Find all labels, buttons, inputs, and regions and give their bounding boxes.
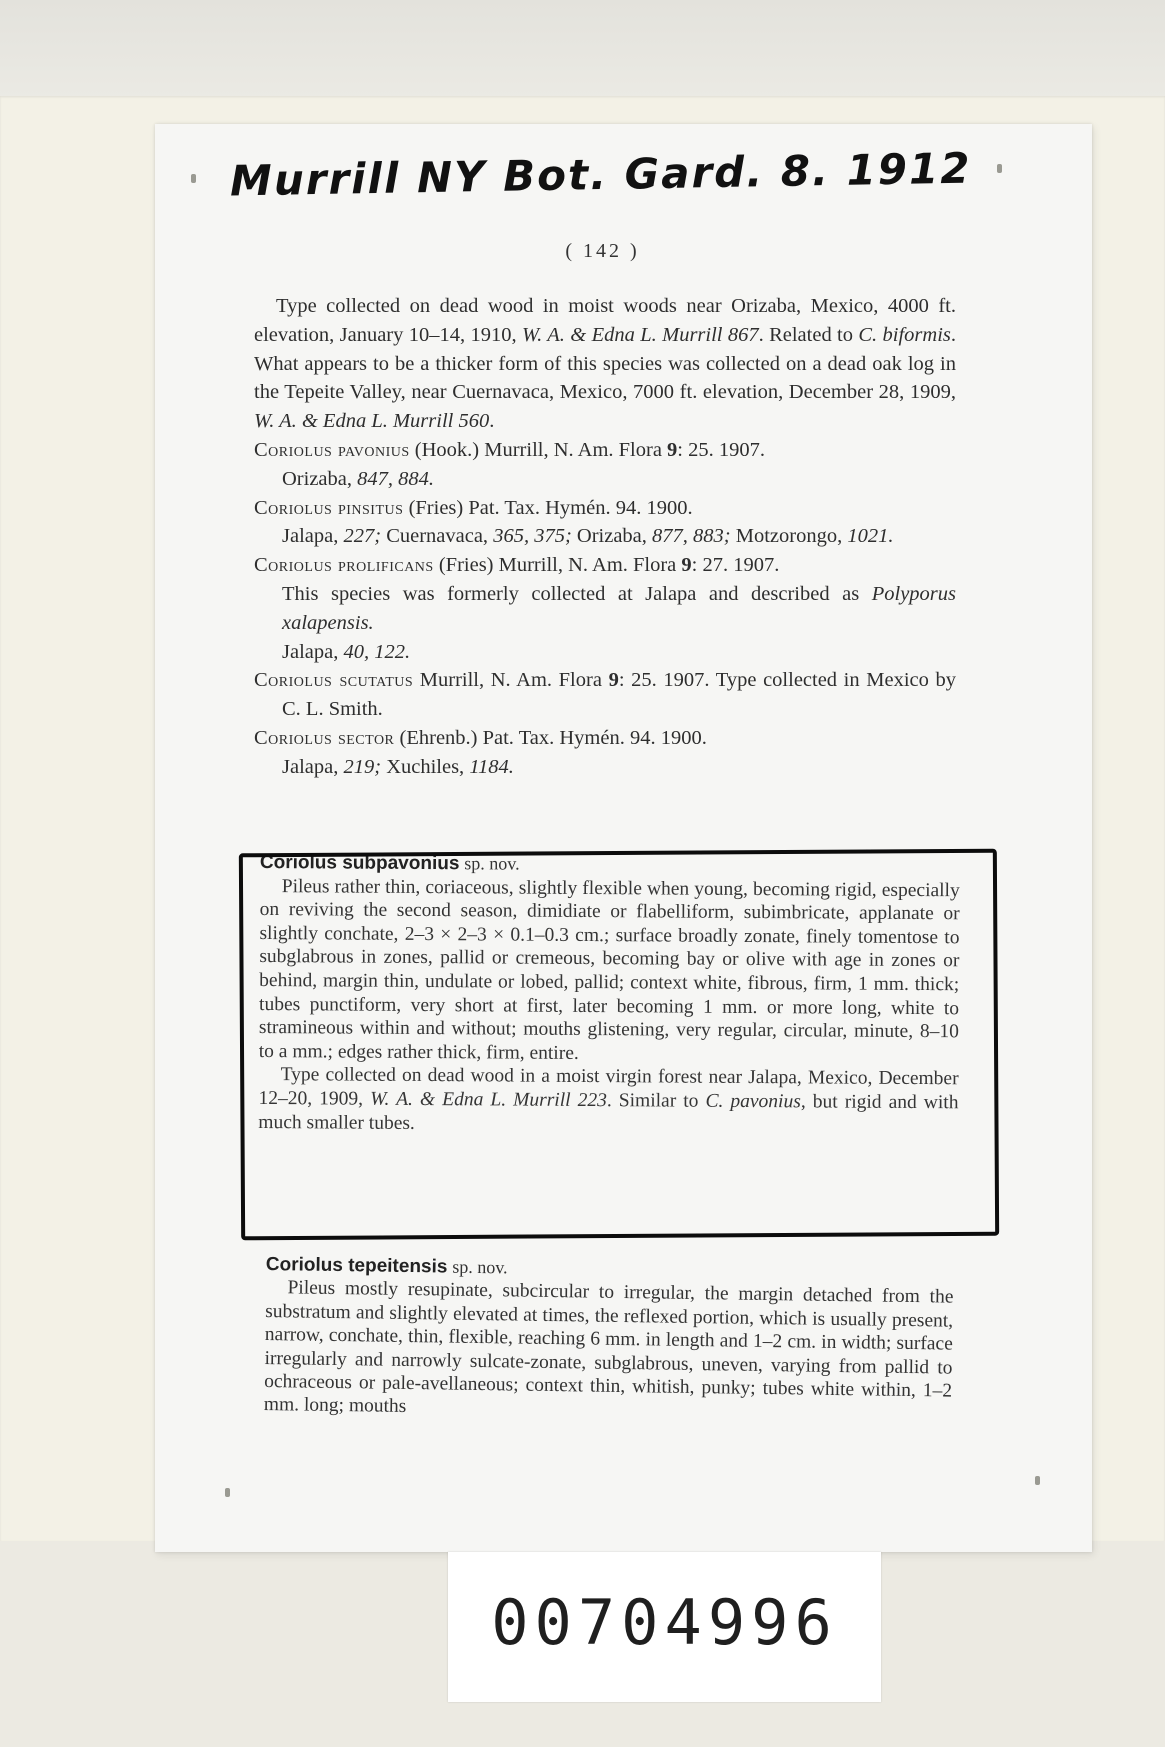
entry-prolificans: Coriolus prolificans (Fries) Murrill, N. Am. Flora 9: 27. 1907. (254, 554, 780, 577)
page-number: ( 142 ) (565, 240, 640, 262)
subpavonius-description (258, 851, 960, 1138)
pin-mark-icon (225, 1488, 230, 1497)
type-locality: Type collected on dead wood in a moist virgin forest near Jalapa, Mexico, December 12–20, 1909, W. A. & Edna L. Murrill 223. Similar to C. pavonius, but rigid and with much smaller tubes. (258, 1064, 959, 1134)
species-description: Pileus rather thin, coriaceous, slightly flexible when young, becoming rigid, especially on reviving the second season, dimidiate or flabelliform, subimbricate, applanate or slightly conchate, 2–3 × 2–3 × 0.1–0.3 cm.; surface broadly zonate, finely tomentose to subglabrous in zones, pallid or cremeous, becoming bay or olive with age in zones or behind, margin thin, undulate or lobed, pallid; context white, fibrous, firm, 1 mm. thick; tubes punctiform, very short at first, later becoming 1 mm. or more long, white to stramineous within and without; mouths glistening, very regular, circular, minute, 8–10 to a mm.; edges rather thick, firm, entire. (258, 875, 960, 1064)
handwritten-annotation: Murrill NY Bot. Gard. 8. 1912 (229, 143, 972, 206)
barcode-number: 00704996 (491, 1586, 838, 1659)
entry-sector: Coriolus sector (Ehrenb.) Pat. Tax. Hymén. 94. 1900. (254, 726, 707, 749)
entry-scutatus: Coriolus scutatus Murrill, N. Am. Flora 9: 25. 1907. Type collected in Mexico by C. L. Smith. (254, 669, 956, 721)
species-heading: Coriolus tepeitensis sp. nov. (265, 1253, 508, 1278)
herbarium-sheet-top (0, 0, 1165, 100)
type-paragraph: Type collected on dead wood in moist woods near Orizaba, Mexico, 4000 ft. elevation, January 10–14, 1910, W. A. & Edna L. Murrill 867. Related to C. biformis. What appears to be a thicker form of this species was collected on a dead oak log in the Tepeite Valley, near Cuernavaca, Mexico, 7000 ft. elevation, December 28, 1909, W. A. & Edna L. Murrill 560. (254, 295, 957, 433)
pin-mark-icon (1035, 1476, 1040, 1485)
tepeitensis-description (264, 1253, 954, 1426)
previous-species-text (254, 292, 956, 782)
entry-pavonius: Coriolus pavonius (Hook.) Murrill, N. Am. Flora 9: 25. 1907. (254, 438, 765, 461)
barcode-label (448, 1552, 881, 1702)
localities-pavonius: Orizaba, 847, 884. (282, 467, 434, 490)
entry-pinsitus: Coriolus pinsitus (Fries) Pat. Tax. Hymén. 94. 1900. (254, 496, 693, 519)
localities-pinsitus: Jalapa, 227; Cuernavaca, 365, 375; Orizaba, 877, 883; Motzorongo, 1021. (282, 525, 894, 548)
note-prolificans: This species was formerly collected at Jalapa and described as Polyporus xalapensis. (282, 582, 957, 634)
localities-prolificans: Jalapa, 40, 122. (282, 640, 411, 663)
pin-mark-icon (191, 174, 196, 183)
localities-sector: Jalapa, 219; Xuchiles, 1184. (282, 755, 514, 778)
species-heading: Coriolus subpavonius sp. nov. (259, 852, 520, 875)
species-description: Pileus mostly resupinate, subcircular to irregular, the margin detached from the substratum and slightly elevated at times, the reflexed portion, which is usually present, narrow, conchate, thin, flexible, reaching 6 mm. in length and 1–2 cm. in width; surface irregularly and narrowly sulcate-zonate, subglabrous, uneven, varying from pallid to ochraceous or pale-avellaneous; context thin, whitish, punky; tubes white within, 1–2 mm. long; mouths (263, 1277, 954, 1418)
pin-mark-icon (997, 164, 1002, 173)
